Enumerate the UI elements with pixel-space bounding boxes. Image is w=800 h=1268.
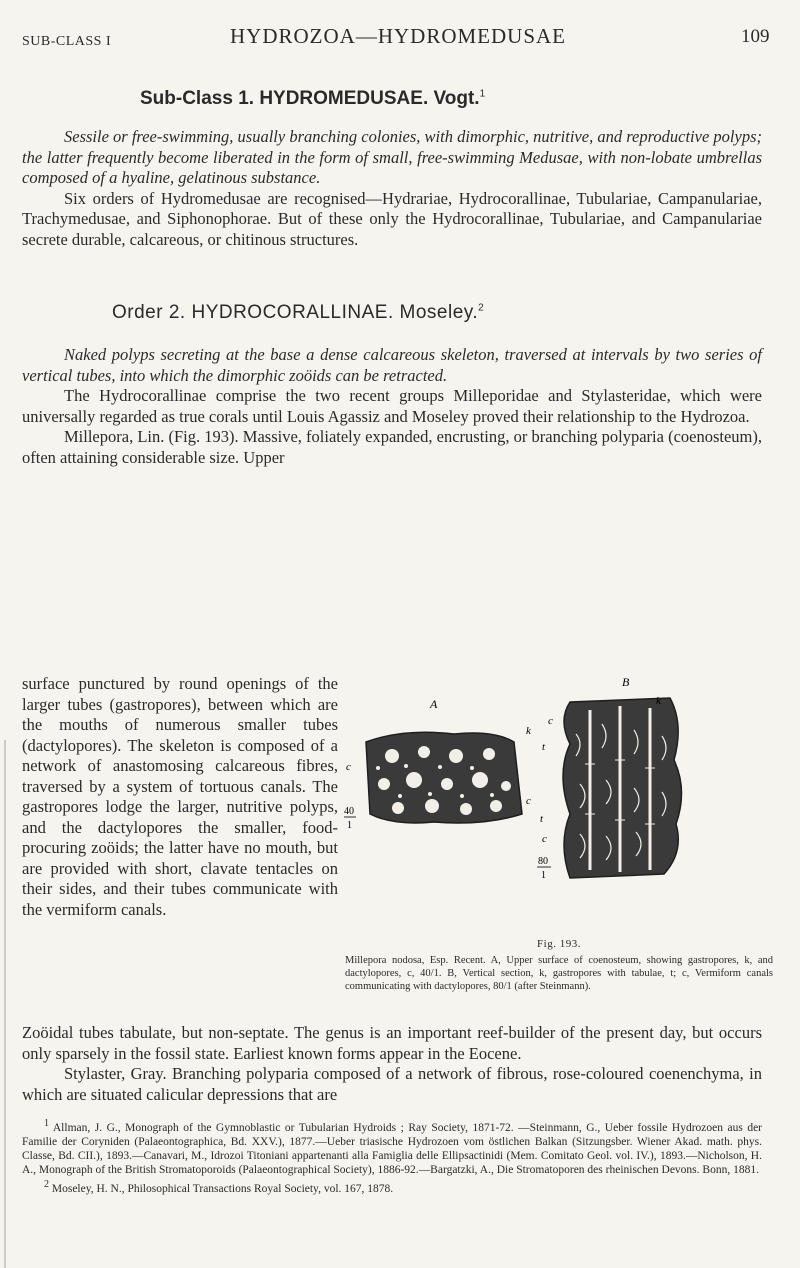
figure-b-label-c-bottom: c xyxy=(542,833,547,845)
figure-label: Fig. 193. xyxy=(537,938,581,950)
figure-b-scale-denominator: 1 xyxy=(541,870,546,881)
order-heading-text: Order 2. HYDROCORALLINAE. Moseley. xyxy=(112,302,479,323)
figure-193 xyxy=(344,664,772,929)
figure-caption: Millepora nodosa, Esp. Recent. A, Upper surface of coenosteum, showing gastropores, k, and dactylopores, c, 40/1. B, Vertical section, k, gastropores with tabulae, t; c, Vermiform canals communicating with dactylopores, 80/1 (after Steinmann). xyxy=(345,955,773,992)
running-title: HYDROZOA—HYDROMEDUSAE xyxy=(230,24,566,48)
order-paragraph-2-top: Millepora, Lin. (Fig. 193). Massive, foliately expanded, encrusting, or branching polyparia (coenosteum), often attaining considerable size. Upper xyxy=(22,427,762,467)
order-paragraph-3: Stylaster, Gray. Branching polyparia composed of a network of fibrous, rose-coloured coenenchyma, in which are situated calicular depressions that are xyxy=(22,1064,762,1104)
footnote-1-text: Allman, J. G., Monograph of the Gymnoblastic or Tubularian Hydroids ; Ray Society, 1871-72. —Steinmann, G., Ueber fossile Hydrozoen aus der Familie der Coryniden (Palaeontographica, Bd. XXV.), 1877.—Ueber triasische Hydrozoen vom östlichen Balkan (Sitzungsber. Wiener Akad. math. phys. Classe, Bd. CII.), 1893.—Canavari, M., Idrozoi Titoniani appartenanti alla Famiglia delle Ellipsactinidi (Mem. Comitato Geol. vol. IV.), 1893.—Nicholson, H. A., Monograph of the British Stromatoporoids (Palaeontographical Society), 1886-92.—Bargatzki, A., Die Stromatoporen des rheinischen Devons. Bonn, 1881. xyxy=(22,1121,762,1176)
subclass-section xyxy=(22,127,762,250)
figure-letter-b: B xyxy=(622,675,630,689)
footnote-mark-2: 2 xyxy=(44,1178,49,1190)
footnote-ref-1: 1 xyxy=(479,88,486,100)
figure-b-label-t-top: t xyxy=(542,741,546,753)
figure-a-label-c-left: c xyxy=(346,761,351,773)
order-paragraph-2-bottom: Zoöidal tubes tabulate, but non-septate. The genus is an important reef-builder of the present day, but occurs only sparsely in the fossil state. Earliest known forms appear in the Eocene. xyxy=(22,1023,762,1063)
figure-b-label-t-bottom: t xyxy=(540,813,544,825)
figure-a-label-k: k xyxy=(526,725,531,737)
order-heading xyxy=(112,302,484,324)
subclass-intro: Six orders of Hydromedusae are recognised—Hydrariae, Hydrocorallinae, Tubulariae, Campanulariae, Trachymedusae, and Siphonophorae. But of these only the Hydrocorallinae, Tubulariae, and Campanulariae secrete durable, calcareous, or chitinous structures. xyxy=(22,188,762,249)
footnote-2-text: Moseley, H. N., Philosophical Transactions Royal Society, vol. 167, 1878. xyxy=(51,1182,394,1195)
figure-caption-block xyxy=(345,938,773,993)
order-paragraph-2-column: surface punctured by round openings of the larger tubes (gastropores), between which are the mouths of numerous smaller tubes (dactylopores). The skeleton is composed of a network of anastomosing calcareous fibres, traversed by a system of tortuous canals. The gastropores lodge the larger, nutritive polyps, and the dactylopores the smaller, food-procuring zoöids; the latter have no mouth, but are provided with short, clavate tentacles on their sides, and their tubes communicate with the vermiform canals. xyxy=(22,674,338,919)
subclass-heading xyxy=(140,88,485,110)
subclass-heading-text: Sub-Class 1. HYDROMEDUSAE. Vogt. xyxy=(140,88,480,109)
figure-193-illustration xyxy=(344,664,772,929)
page-edge-rule xyxy=(4,740,6,1268)
order-paragraph-1: The Hydrocorallinae comprise the two recent groups Milleporidae and Stylasteridae, which were universally regarded as true corals until Louis Agassiz and Moseley proved their relationship to the Hydrozoa. xyxy=(22,386,762,426)
order-definition: Naked polyps secreting at the base a dense calcareous skeleton, traversed at intervals by two series of vertical tubes, into which the dimorphic zoöids can be retracted. xyxy=(22,345,762,385)
figure-a-label-c-right: c xyxy=(526,795,531,807)
footnotes xyxy=(22,1117,762,1197)
figure-b-label-c-top: c xyxy=(548,715,553,727)
subclass-label: SUB-CLASS I xyxy=(22,34,112,49)
footnote-1 xyxy=(22,1117,762,1177)
figure-a-coenosteum-surface xyxy=(366,732,522,823)
order-continuation xyxy=(22,1023,762,1105)
figure-a-scale-numerator: 40 xyxy=(344,806,354,817)
figure-letter-a: A xyxy=(430,697,438,711)
figure-b-scale-numerator: 80 xyxy=(538,856,548,867)
page-number: 109 xyxy=(741,26,770,47)
figure-b-vertical-section xyxy=(563,698,682,878)
figure-a-scale-denominator: 1 xyxy=(347,820,352,831)
subclass-definition: Sessile or free-swimming, usually branching colonies, with dimorphic, nutritive, and reproductive polyps; the latter frequently become liberated in the form of small, free-swimming Medusae, with non-lobate umbrellas composed of a hyaline, gelatinous substance. xyxy=(22,127,762,187)
order-section xyxy=(22,345,762,468)
figure-b-label-k: k xyxy=(656,695,661,707)
footnote-ref-2: 2 xyxy=(478,302,485,314)
footnote-mark-1: 1 xyxy=(44,1118,49,1129)
footnote-2 xyxy=(22,1178,762,1196)
